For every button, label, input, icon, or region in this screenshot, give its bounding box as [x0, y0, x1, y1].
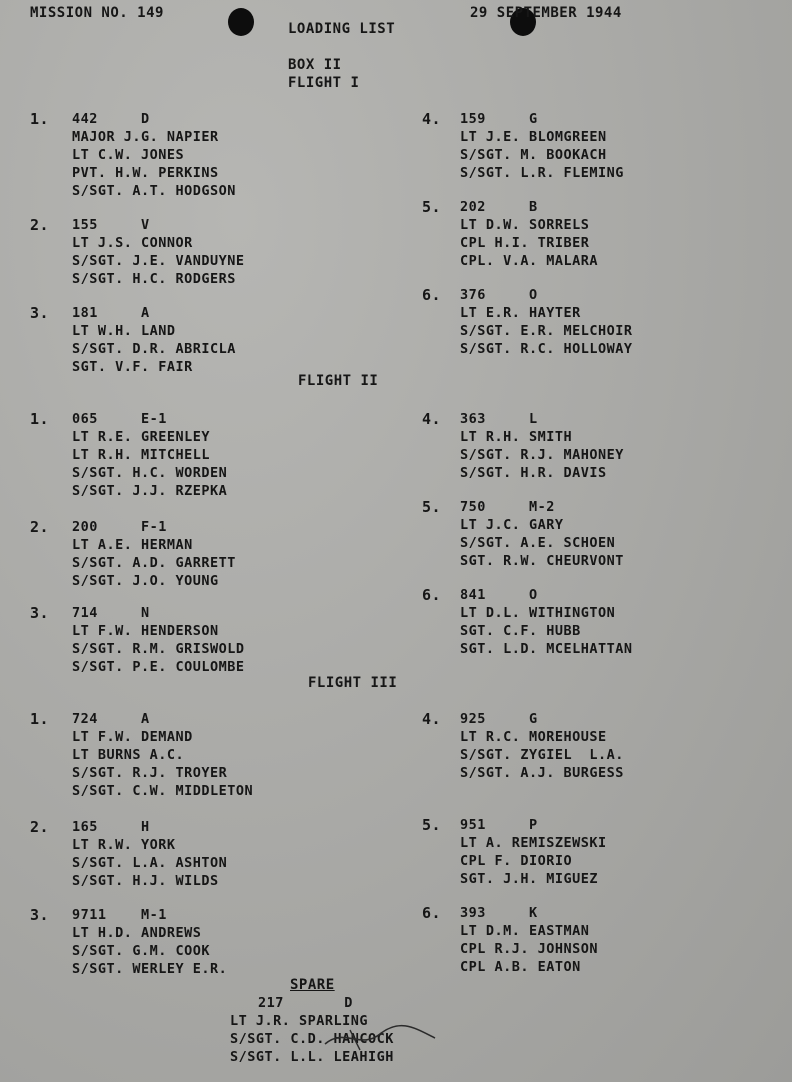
crew-member: S/SGT. J.O. YOUNG [72, 573, 219, 589]
handwritten-scribble [320, 1022, 440, 1052]
crew-member: S/SGT. A.T. HODGSON [72, 183, 236, 199]
crew-member: PVT. H.W. PERKINS [72, 165, 219, 181]
aircraft-id: 200 F-1 [72, 519, 167, 535]
crew-member: SGT. J.H. MIGUEZ [460, 871, 599, 887]
crew-member: SGT. R.W. CHEURVONT [460, 553, 624, 569]
crew-number: 5. [422, 498, 442, 516]
crew-member: LT BURNS A.C. [72, 747, 185, 763]
spare-crew-1: LT J.R. SPARLING [230, 1013, 369, 1029]
crew-member: LT R.C. MOREHOUSE [460, 729, 607, 745]
crew-member: SGT. L.D. MCELHATTAN [460, 641, 633, 657]
aircraft-id: 202 B [460, 199, 538, 215]
aircraft-id: 714 N [72, 605, 150, 621]
crew-number: 2. [30, 518, 50, 536]
crew-member: S/SGT. WERLEY E.R. [72, 961, 228, 977]
flight-title: FLIGHT III [308, 675, 398, 691]
spare-crew-2: S/SGT. C.D. HANCOCK [230, 1031, 394, 1047]
crew-number: 4. [422, 710, 442, 728]
aircraft-id: 363 L [460, 411, 538, 427]
aircraft-id: 393 K [460, 905, 538, 921]
crew-number: 5. [422, 198, 442, 216]
punch-hole-left [228, 8, 254, 36]
crew-member: S/SGT. R.J. MAHONEY [460, 447, 624, 463]
crew-member: LT J.S. CONNOR [72, 235, 193, 251]
crew-number: 4. [422, 110, 442, 128]
mission-number: MISSION NO. 149 [30, 5, 164, 21]
crew-number: 3. [30, 604, 50, 622]
crew-member: CPL. V.A. MALARA [460, 253, 599, 269]
crew-member: LT W.H. LAND [72, 323, 176, 339]
crew-number: 5. [422, 816, 442, 834]
crew-member: LT E.R. HAYTER [460, 305, 581, 321]
crew-member: LT H.D. ANDREWS [72, 925, 202, 941]
crew-number: 6. [422, 586, 442, 604]
page-title: LOADING LIST [288, 21, 396, 37]
aircraft-id: 750 M-2 [460, 499, 555, 515]
aircraft-id: 376 O [460, 287, 538, 303]
crew-member: S/SGT. P.E. COULOMBE [72, 659, 245, 675]
aircraft-id: 951 P [460, 817, 538, 833]
crew-member: SGT. V.F. FAIR [72, 359, 193, 375]
crew-member: S/SGT. G.M. COOK [72, 943, 211, 959]
crew-member: SGT. C.F. HUBB [460, 623, 581, 639]
crew-member: S/SGT. A.J. BURGESS [460, 765, 624, 781]
aircraft-id: 155 V [72, 217, 150, 233]
crew-member: LT F.W. HENDERSON [72, 623, 219, 639]
crew-number: 6. [422, 286, 442, 304]
crew-number: 1. [30, 710, 50, 728]
crew-number: 2. [30, 818, 50, 836]
crew-member: MAJOR J.G. NAPIER [72, 129, 219, 145]
flight-title: FLIGHT II [298, 373, 379, 389]
crew-member: LT F.W. DEMAND [72, 729, 193, 745]
crew-member: CPL A.B. EATON [460, 959, 581, 975]
crew-member: S/SGT. M. BOOKACH [460, 147, 607, 163]
crew-number: 1. [30, 110, 50, 128]
spare-plane: 217 D [258, 995, 353, 1011]
crew-member: S/SGT. A.D. GARRETT [72, 555, 236, 571]
crew-member: S/SGT. R.C. HOLLOWAY [460, 341, 633, 357]
crew-member: LT A.E. HERMAN [72, 537, 193, 553]
aircraft-id: 165 H [72, 819, 150, 835]
crew-number: 2. [30, 216, 50, 234]
crew-member: LT D.W. SORRELS [460, 217, 590, 233]
crew-member: S/SGT. R.J. TROYER [72, 765, 228, 781]
box-title: BOX II [288, 57, 342, 73]
crew-member: S/SGT. R.M. GRISWOLD [72, 641, 245, 657]
crew-number: 1. [30, 410, 50, 428]
crew-member: S/SGT. J.E. VANDUYNE [72, 253, 245, 269]
crew-member: LT R.E. GREENLEY [72, 429, 211, 445]
spare-crew-3: S/SGT. L.L. LEAHIGH [230, 1049, 394, 1065]
crew-member: LT C.W. JONES [72, 147, 185, 163]
aircraft-id: 159 G [460, 111, 538, 127]
crew-member: LT A. REMISZEWSKI [460, 835, 607, 851]
crew-number: 4. [422, 410, 442, 428]
crew-member: LT R.W. YORK [72, 837, 176, 853]
crew-member: S/SGT. E.R. MELCHOIR [460, 323, 633, 339]
aircraft-id: 724 A [72, 711, 150, 727]
crew-member: CPL R.J. JOHNSON [460, 941, 599, 957]
crew-member: S/SGT. H.J. WILDS [72, 873, 219, 889]
crew-number: 3. [30, 304, 50, 322]
aircraft-id: 9711 M-1 [72, 907, 167, 923]
crew-member: CPL H.I. TRIBER [460, 235, 590, 251]
aircraft-id: 065 E-1 [72, 411, 167, 427]
crew-member: S/SGT. D.R. ABRICLA [72, 341, 236, 357]
spare-title: SPARE [290, 977, 335, 993]
crew-member: S/SGT. C.W. MIDDLETON [72, 783, 254, 799]
crew-member: S/SGT. L.R. FLEMING [460, 165, 624, 181]
crew-member: S/SGT. H.C. WORDEN [72, 465, 228, 481]
crew-member: S/SGT. H.R. DAVIS [460, 465, 607, 481]
crew-member: LT R.H. MITCHELL [72, 447, 211, 463]
crew-member: S/SGT. J.J. RZEPKA [72, 483, 228, 499]
crew-number: 6. [422, 904, 442, 922]
crew-number: 3. [30, 906, 50, 924]
aircraft-id: 181 A [72, 305, 150, 321]
aircraft-id: 925 G [460, 711, 538, 727]
crew-member: CPL F. DIORIO [460, 853, 573, 869]
flight-title: FLIGHT I [288, 75, 360, 91]
crew-member: S/SGT. H.C. RODGERS [72, 271, 236, 287]
crew-member: S/SGT. ZYGIEL L.A. [460, 747, 624, 763]
crew-member: S/SGT. L.A. ASHTON [72, 855, 228, 871]
aircraft-id: 442 D [72, 111, 150, 127]
crew-member: S/SGT. A.E. SCHOEN [460, 535, 616, 551]
aircraft-id: 841 O [460, 587, 538, 603]
document-date: 29 SEPTEMBER 1944 [470, 5, 622, 21]
crew-member: LT J.E. BLOMGREEN [460, 129, 607, 145]
crew-member: LT R.H. SMITH [460, 429, 573, 445]
crew-member: LT D.M. EASTMAN [460, 923, 590, 939]
crew-member: LT J.C. GARY [460, 517, 564, 533]
crew-member: LT D.L. WITHINGTON [460, 605, 616, 621]
